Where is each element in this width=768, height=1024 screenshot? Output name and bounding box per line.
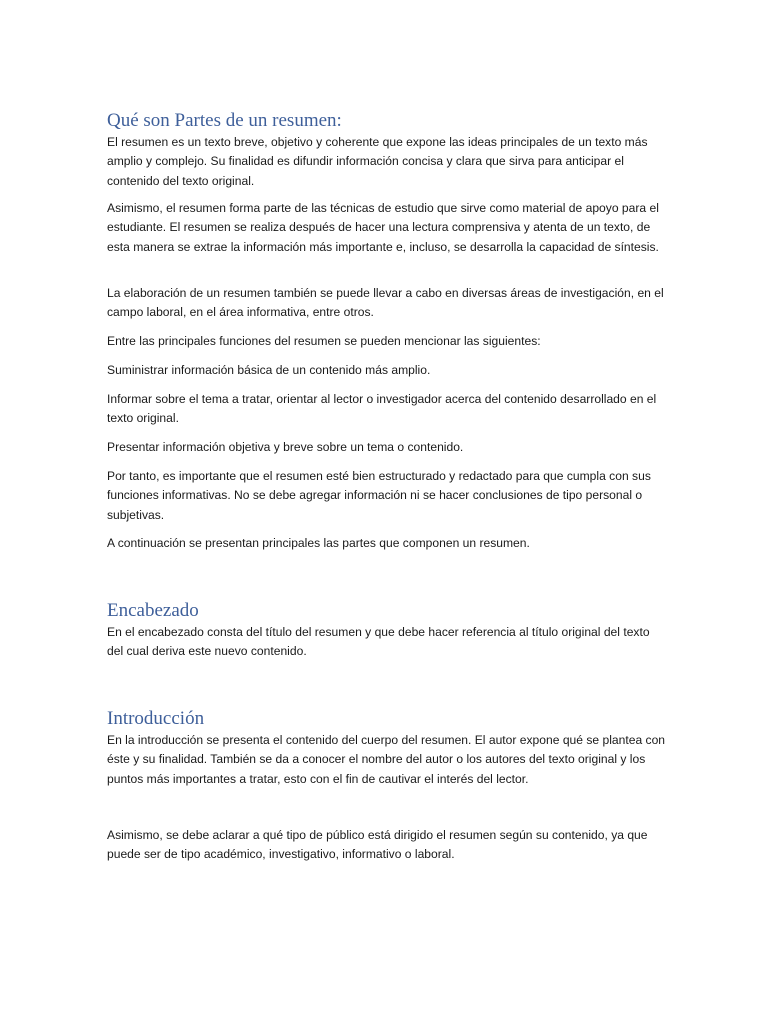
paragraph-funcion-suministrar: Suministrar información básica de un contenido más amplio. — [107, 363, 431, 377]
paragraph-areas-investigacion: La elaboración de un resumen también se puede llevar a cabo en diversas áreas de investigación, en el campo laboral, en el área informativa, entre otros. — [107, 286, 664, 320]
section-heading-encabezado: Encabezado — [107, 600, 199, 621]
paragraph-tecnicas-estudio: Asimismo, el resumen forma parte de las técnicas de estudio que sirve como material de apoyo para el estudiante. El resumen se realiza después de hacer una lectura comprensiva y atenta de un texto, de esta manera se extrae la información más importante e, incluso, se desarrolla la capacidad de síntesis. — [107, 201, 659, 254]
paragraph-funcion-presentar: Presentar información objetiva y breve sobre un tema o contenido. — [107, 440, 464, 454]
paragraph-estructura: Por tanto, es importante que el resumen esté bien estructurado y redactado para que cumpla con sus funciones informativas. No se debe agregar información ni se hacer conclusiones de tipo personal o subjetivas. — [107, 469, 651, 522]
paragraph-publico: Asimismo, se debe aclarar a qué tipo de público está dirigido el resumen según su contenido, ya que puede ser de tipo académico, investigativo, informativo o laboral. — [107, 828, 648, 862]
paragraph-partes-intro: A continuación se presentan principales las partes que componen un resumen. — [107, 536, 530, 550]
paragraph-introduccion: En la introducción se presenta el contenido del cuerpo del resumen. El autor expone qué se plantea con éste y su finalidad. También se da a conocer el nombre del autor o los autores del texto original y los puntos más importantes a tratar, esto con el fin de cautivar el interés del lector. — [107, 733, 666, 786]
paragraph-funcion-informar: Informar sobre el tema a tratar, orientar al lector o investigador acerca del contenido desarrollado en el texto original. — [107, 392, 657, 426]
section-heading-introduccion: Introducción — [107, 708, 205, 729]
paragraph-encabezado: En el encabezado consta del título del resumen y que debe hacer referencia al título original del texto del cual deriva este nuevo contenido. — [107, 625, 650, 659]
paragraph-funciones-intro: Entre las principales funciones del resumen se pueden mencionar las siguientes: — [107, 334, 541, 348]
paragraph-definicion: El resumen es un texto breve, objetivo y coherente que expone las ideas principales de un texto más amplio y complejo. Su finalidad es difundir información concisa y clara que sirva para anticipar el contenido del texto original. — [107, 135, 648, 188]
section-heading-partes-resumen: Qué son Partes de un resumen: — [107, 110, 342, 131]
